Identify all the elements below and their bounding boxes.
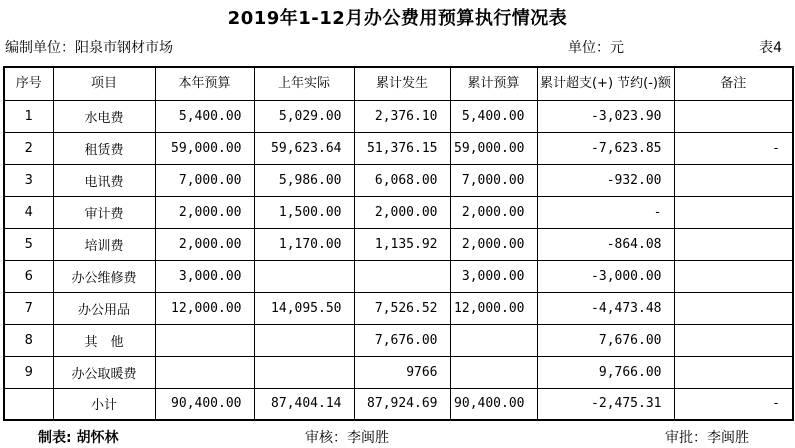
cell-item: 办公维修费 [53, 260, 155, 292]
budget-table [3, 66, 794, 421]
cell-no: 1 [4, 100, 53, 132]
table-row [4, 228, 793, 260]
cell-remark: - [674, 132, 793, 164]
header-last-year: 上年实际 [254, 67, 354, 100]
cell-variance: -864.08 [537, 228, 674, 260]
header-no: 序号 [4, 67, 53, 100]
cell-last-year: 14,095.50 [254, 292, 354, 324]
cell-item: 办公取暖费 [53, 356, 155, 388]
cell-no: 8 [4, 324, 53, 356]
table-row [4, 324, 793, 356]
cell-variance: -7,623.85 [537, 132, 674, 164]
cell-no: 4 [4, 196, 53, 228]
table-row [4, 100, 793, 132]
cell-actual: 1,135.92 [354, 228, 450, 260]
cell-cum-budget [450, 324, 537, 356]
cell-last-year: 59,623.64 [254, 132, 354, 164]
header-row [4, 67, 793, 100]
cell-remark [674, 292, 793, 324]
cell-cum-budget: 2,000.00 [450, 228, 537, 260]
cell-remark [674, 100, 793, 132]
cell-item: 水电费 [53, 100, 155, 132]
cell-item: 培训费 [53, 228, 155, 260]
cell-item: 租赁费 [53, 132, 155, 164]
cell-last-year [254, 324, 354, 356]
cell-last-year: 5,029.00 [254, 100, 354, 132]
cell-variance: -4,473.48 [537, 292, 674, 324]
approver-label: 审批：李闽胜 [665, 430, 749, 446]
header-remark: 备注 [674, 67, 793, 100]
table-row [4, 196, 793, 228]
cell-last-year: 1,170.00 [254, 228, 354, 260]
cell-actual: 2,376.10 [354, 100, 450, 132]
table-row [4, 164, 793, 196]
table-number-label: 表4 [759, 40, 782, 56]
cell-variance: - [537, 196, 674, 228]
cell-actual: 51,376.15 [354, 132, 450, 164]
cell-budget: 12,000.00 [155, 292, 254, 324]
table-row [4, 388, 793, 420]
cell-remark [674, 228, 793, 260]
cell-variance: -3,023.90 [537, 100, 674, 132]
cell-cum-budget: 2,000.00 [450, 196, 537, 228]
cell-cum-budget: 5,400.00 [450, 100, 537, 132]
cell-variance: -932.00 [537, 164, 674, 196]
cell-budget: 2,000.00 [155, 196, 254, 228]
cell-cum-budget: 7,000.00 [450, 164, 537, 196]
reviewer-label: 审核：李闽胜 [305, 430, 389, 446]
cell-actual: 7,526.52 [354, 292, 450, 324]
cell-variance: 9,766.00 [537, 356, 674, 388]
cell-item: 其 他 [53, 324, 155, 356]
cell-actual: 87,924.69 [354, 388, 450, 420]
cell-budget: 2,000.00 [155, 228, 254, 260]
header-cum-budget: 累计预算 [450, 67, 537, 100]
preparing-unit-label: 编制单位：阳泉市钢材市场 [5, 40, 173, 56]
cell-budget: 90,400.00 [155, 388, 254, 420]
page-title: 2019年1-12月办公费用预算执行情况表 [227, 8, 568, 29]
preparer-label: 制表: 胡怀林 [38, 430, 119, 446]
cell-remark: - [674, 388, 793, 420]
table-row [4, 260, 793, 292]
cell-budget: 5,400.00 [155, 100, 254, 132]
cell-remark [674, 196, 793, 228]
cell-actual: 2,000.00 [354, 196, 450, 228]
cell-cum-budget: 59,000.00 [450, 132, 537, 164]
cell-no: 5 [4, 228, 53, 260]
table-row [4, 292, 793, 324]
cell-item: 办公用品 [53, 292, 155, 324]
info-line [0, 37, 795, 55]
cell-no: 7 [4, 292, 53, 324]
cell-cum-budget [450, 356, 537, 388]
cell-last-year: 1,500.00 [254, 196, 354, 228]
cell-last-year [254, 260, 354, 292]
header-budget: 本年预算 [155, 67, 254, 100]
cell-remark [674, 356, 793, 388]
table-body [4, 100, 793, 420]
table-row [4, 356, 793, 388]
cell-actual: 6,068.00 [354, 164, 450, 196]
cell-no: 3 [4, 164, 53, 196]
cell-item: 电讯费 [53, 164, 155, 196]
cell-cum-budget: 3,000.00 [450, 260, 537, 292]
cell-item: 审计费 [53, 196, 155, 228]
cell-budget [155, 324, 254, 356]
cell-budget: 59,000.00 [155, 132, 254, 164]
table-row [4, 132, 793, 164]
cell-budget [155, 356, 254, 388]
cell-actual [354, 260, 450, 292]
cell-item: 小计 [53, 388, 155, 420]
cell-budget: 7,000.00 [155, 164, 254, 196]
header-item: 项目 [53, 67, 155, 100]
header-actual: 累计发生 [354, 67, 450, 100]
currency-unit-label: 单位：元 [568, 40, 624, 56]
signature-line [0, 427, 795, 445]
cell-cum-budget: 12,000.00 [450, 292, 537, 324]
cell-remark [674, 324, 793, 356]
cell-no [4, 388, 53, 420]
cell-last-year: 5,986.00 [254, 164, 354, 196]
cell-remark [674, 164, 793, 196]
cell-actual: 9766 [354, 356, 450, 388]
cell-last-year: 87,404.14 [254, 388, 354, 420]
cell-no: 2 [4, 132, 53, 164]
cell-last-year [254, 356, 354, 388]
cell-no: 6 [4, 260, 53, 292]
cell-budget: 3,000.00 [155, 260, 254, 292]
cell-remark [674, 260, 793, 292]
cell-variance: -2,475.31 [537, 388, 674, 420]
cell-variance: 7,676.00 [537, 324, 674, 356]
cell-cum-budget: 90,400.00 [450, 388, 537, 420]
header-variance: 累计超支(+) 节约(-)额 [537, 67, 674, 100]
cell-actual: 7,676.00 [354, 324, 450, 356]
cell-variance: -3,000.00 [537, 260, 674, 292]
cell-no: 9 [4, 356, 53, 388]
